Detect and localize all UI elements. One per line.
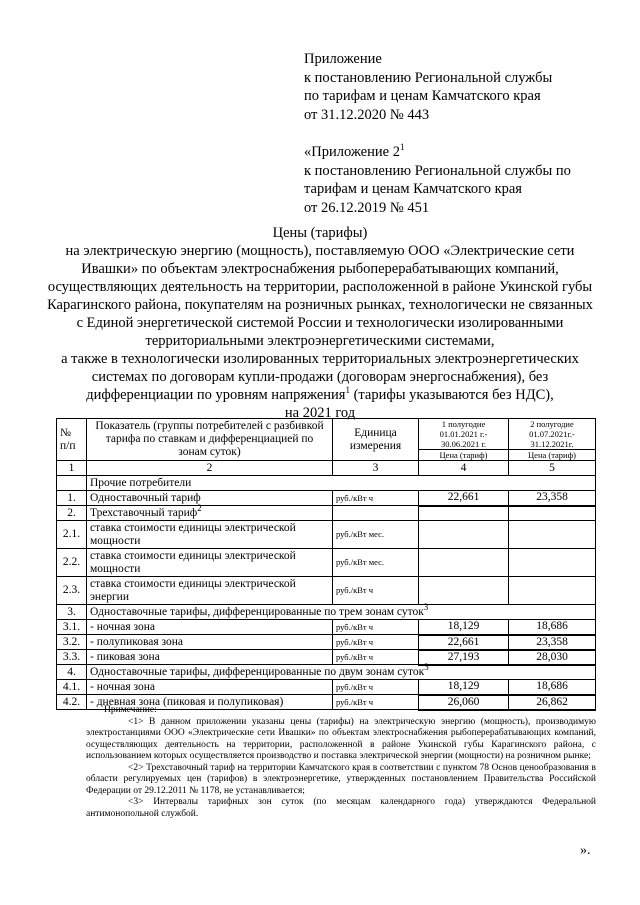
col-number: 4: [419, 461, 509, 476]
col-number: 3: [333, 461, 419, 476]
title-line: территориальными электроэнергетическими системами,: [145, 333, 495, 349]
table-row: [57, 680, 596, 695]
row-name: ставка стоимости единицы электрической мощности: [87, 521, 333, 549]
footnote-1: <1> В данном приложении указаны цены (тарифы) на электрическую энергию (мощность), производимую электростанциями ООО «Электрические сети Ивашки» по объектам электроснабжения рыбоперерабатывающих компаний, осуществляющих деятельность на территории, расположенной в районе Укинской губы Карагинского района, с использованием которых осуществляется производство и поставка электрической энергии (мощности) на розничном рынке;: [86, 716, 596, 761]
row-num: 2.1.: [57, 521, 87, 549]
tariff-table: [56, 418, 596, 711]
table-row: [57, 506, 596, 521]
row-unit: руб./кВт ч: [333, 635, 419, 650]
row-unit: руб./кВт ч: [333, 491, 419, 506]
footnote-3: <3> Интервалы тарифных зон суток (по месяцам календарного года) утверждаются Федеральной антимонопольной службой.: [86, 797, 596, 819]
row-unit: руб./кВт ч: [333, 620, 419, 635]
row-value-2: 23,358: [509, 491, 596, 506]
row-num: 1.: [57, 491, 87, 506]
row-value-2: 28,030: [509, 650, 596, 665]
col-number: 5: [509, 461, 596, 476]
col-header-price-1: Цена (тариф): [419, 450, 509, 461]
footnotes-heading: Примечание:: [104, 705, 157, 715]
row-name: Одноставочный тариф: [87, 491, 333, 506]
table-row: [57, 620, 596, 635]
row-num: 3.3.: [57, 650, 87, 665]
row-name: - пиковая зона: [87, 650, 333, 665]
row-value-2: 18,686: [509, 680, 596, 695]
row-num: 3.: [57, 605, 87, 620]
row-name: Одноставочные тарифы, дифференцированные по двум зонам суток$^3$: [87, 665, 596, 680]
row-unit: руб./кВт ч: [333, 577, 419, 605]
row-name: Одноставочные тарифы, дифференцированные по трем зонам суток$^3$: [87, 605, 596, 620]
row-num: 4.: [57, 665, 87, 680]
row-num: 2.2.: [57, 549, 87, 577]
col-header-period-2: 2 полугодие 01.07.2021г.- 31.12.2021г.: [509, 419, 596, 450]
row-name: Прочие потребители: [87, 476, 596, 491]
row-num: 4.1.: [57, 680, 87, 695]
title-line: на 2021 год: [284, 405, 356, 421]
title-line: на электрическую энергию (мощность), поставляемую ООО «Электрические сети: [65, 243, 575, 259]
row-num: 3.2.: [57, 635, 87, 650]
row-value-1: 18,129: [419, 680, 509, 695]
row-value-1: 27,193: [419, 650, 509, 665]
row-value-2: 26,862: [509, 695, 596, 710]
col-header-unit: Единица измерения: [333, 419, 419, 461]
title-line: Ивашки» по объектам электроснабжения рыбоперерабатывающих компаний,: [81, 261, 559, 277]
col-header-indicator: Показатель (группы потребителей с разбивкой тарифа по ставкам и дифференциацией по зонам суток): [87, 419, 333, 461]
row-value-1: 18,129: [419, 620, 509, 635]
col-header-num: № п/п: [57, 419, 87, 461]
header-line: тарифам и ценам Камчатского края: [304, 181, 522, 197]
col-header-price-2: Цена (тариф): [509, 450, 596, 461]
document-title: [44, 224, 596, 422]
title-line: Цены (тарифы): [272, 225, 368, 241]
table-row: [57, 476, 596, 491]
row-unit: руб./кВт ч: [333, 680, 419, 695]
header-line: Приложение: [304, 51, 382, 67]
col-header-period-1: 1 полугодие 01.01.2021 г.- 30.06.2021 г.: [419, 419, 509, 450]
header-line: по тарифам и ценам Камчатского края: [304, 88, 541, 104]
row-num: 2.: [57, 506, 87, 521]
table-row: [57, 577, 596, 605]
appendix-2-header: [304, 143, 571, 217]
row-num: 2.3.: [57, 577, 87, 605]
title-line: а также в технологически изолированных территориальных электроэнергетических: [61, 351, 579, 367]
row-value-1: 22,661: [419, 491, 509, 506]
table-row: [57, 491, 596, 506]
row-value-2: 23,358: [509, 635, 596, 650]
row-num: 3.1.: [57, 620, 87, 635]
header-line: к постановлению Региональной службы по: [304, 162, 571, 179]
row-name: - ночная зона: [87, 620, 333, 635]
row-name: Трехставочный тариф$^2$: [87, 506, 333, 521]
title-line: Карагинского района, покупателям на розничных рынках, технологически не связанных: [47, 297, 593, 313]
row-name: ставка стоимости единицы электрической мощности: [87, 549, 333, 577]
title-line: дифференциации по уровням напряжения$^1$ (тарифы указываются без НДС),: [86, 385, 554, 403]
title-line: системах по договорам купли-продажи (договорам энергоснабжения), без: [91, 369, 549, 385]
row-unit: руб./кВт ч: [333, 650, 419, 665]
row-num: 4.2.: [57, 695, 87, 710]
appendix-header: [304, 50, 552, 124]
title-line: с Единой энергетической системой России и технологически изолированными: [76, 315, 564, 331]
header-line: от 26.12.2019 № 451: [304, 199, 430, 216]
table-row: [57, 650, 596, 665]
row-value-1: 22,661: [419, 635, 509, 650]
header-line: к постановлению Региональной службы: [304, 69, 553, 86]
row-name: - ночная зона: [87, 680, 333, 695]
row-name: ставка стоимости единицы электрической энергии: [87, 577, 333, 605]
row-unit: руб./кВт мес.: [333, 521, 419, 549]
row-value-2: 18,686: [509, 620, 596, 635]
table-row: [57, 665, 596, 680]
table-row: [57, 635, 596, 650]
row-value-1: 26,060: [419, 695, 509, 710]
closing-quote: ».: [580, 843, 591, 858]
row-name: - полупиковая зона: [87, 635, 333, 650]
row-unit: руб./кВт мес.: [333, 549, 419, 577]
table-row: [57, 549, 596, 577]
col-number: 1: [57, 461, 87, 476]
col-number: 2: [87, 461, 333, 476]
title-line: осуществляющих деятельность на территории, расположенной в районе Укинской губы: [47, 279, 593, 295]
table-row: [57, 605, 596, 620]
header-line: от 31.12.2020 № 443: [304, 106, 430, 123]
footnotes: [86, 705, 596, 820]
row-name: - дневная зона (пиковая и полупиковая): [87, 695, 333, 710]
table-row: [57, 521, 596, 549]
row-unit: руб./кВт ч: [333, 695, 419, 710]
header-line: «Приложение $2^1$: [304, 142, 405, 160]
footnote-2: <2> Трехставочный тариф на территории Камчатского края в соответствии с пунктом 78 Основ ценообразования в области регулируемых цен (тарифов) в электроэнергетике, утвержденных постановлением Правительства Российской Федерации от 29.12.2011 № 1178, не устанавливается;: [86, 762, 596, 796]
